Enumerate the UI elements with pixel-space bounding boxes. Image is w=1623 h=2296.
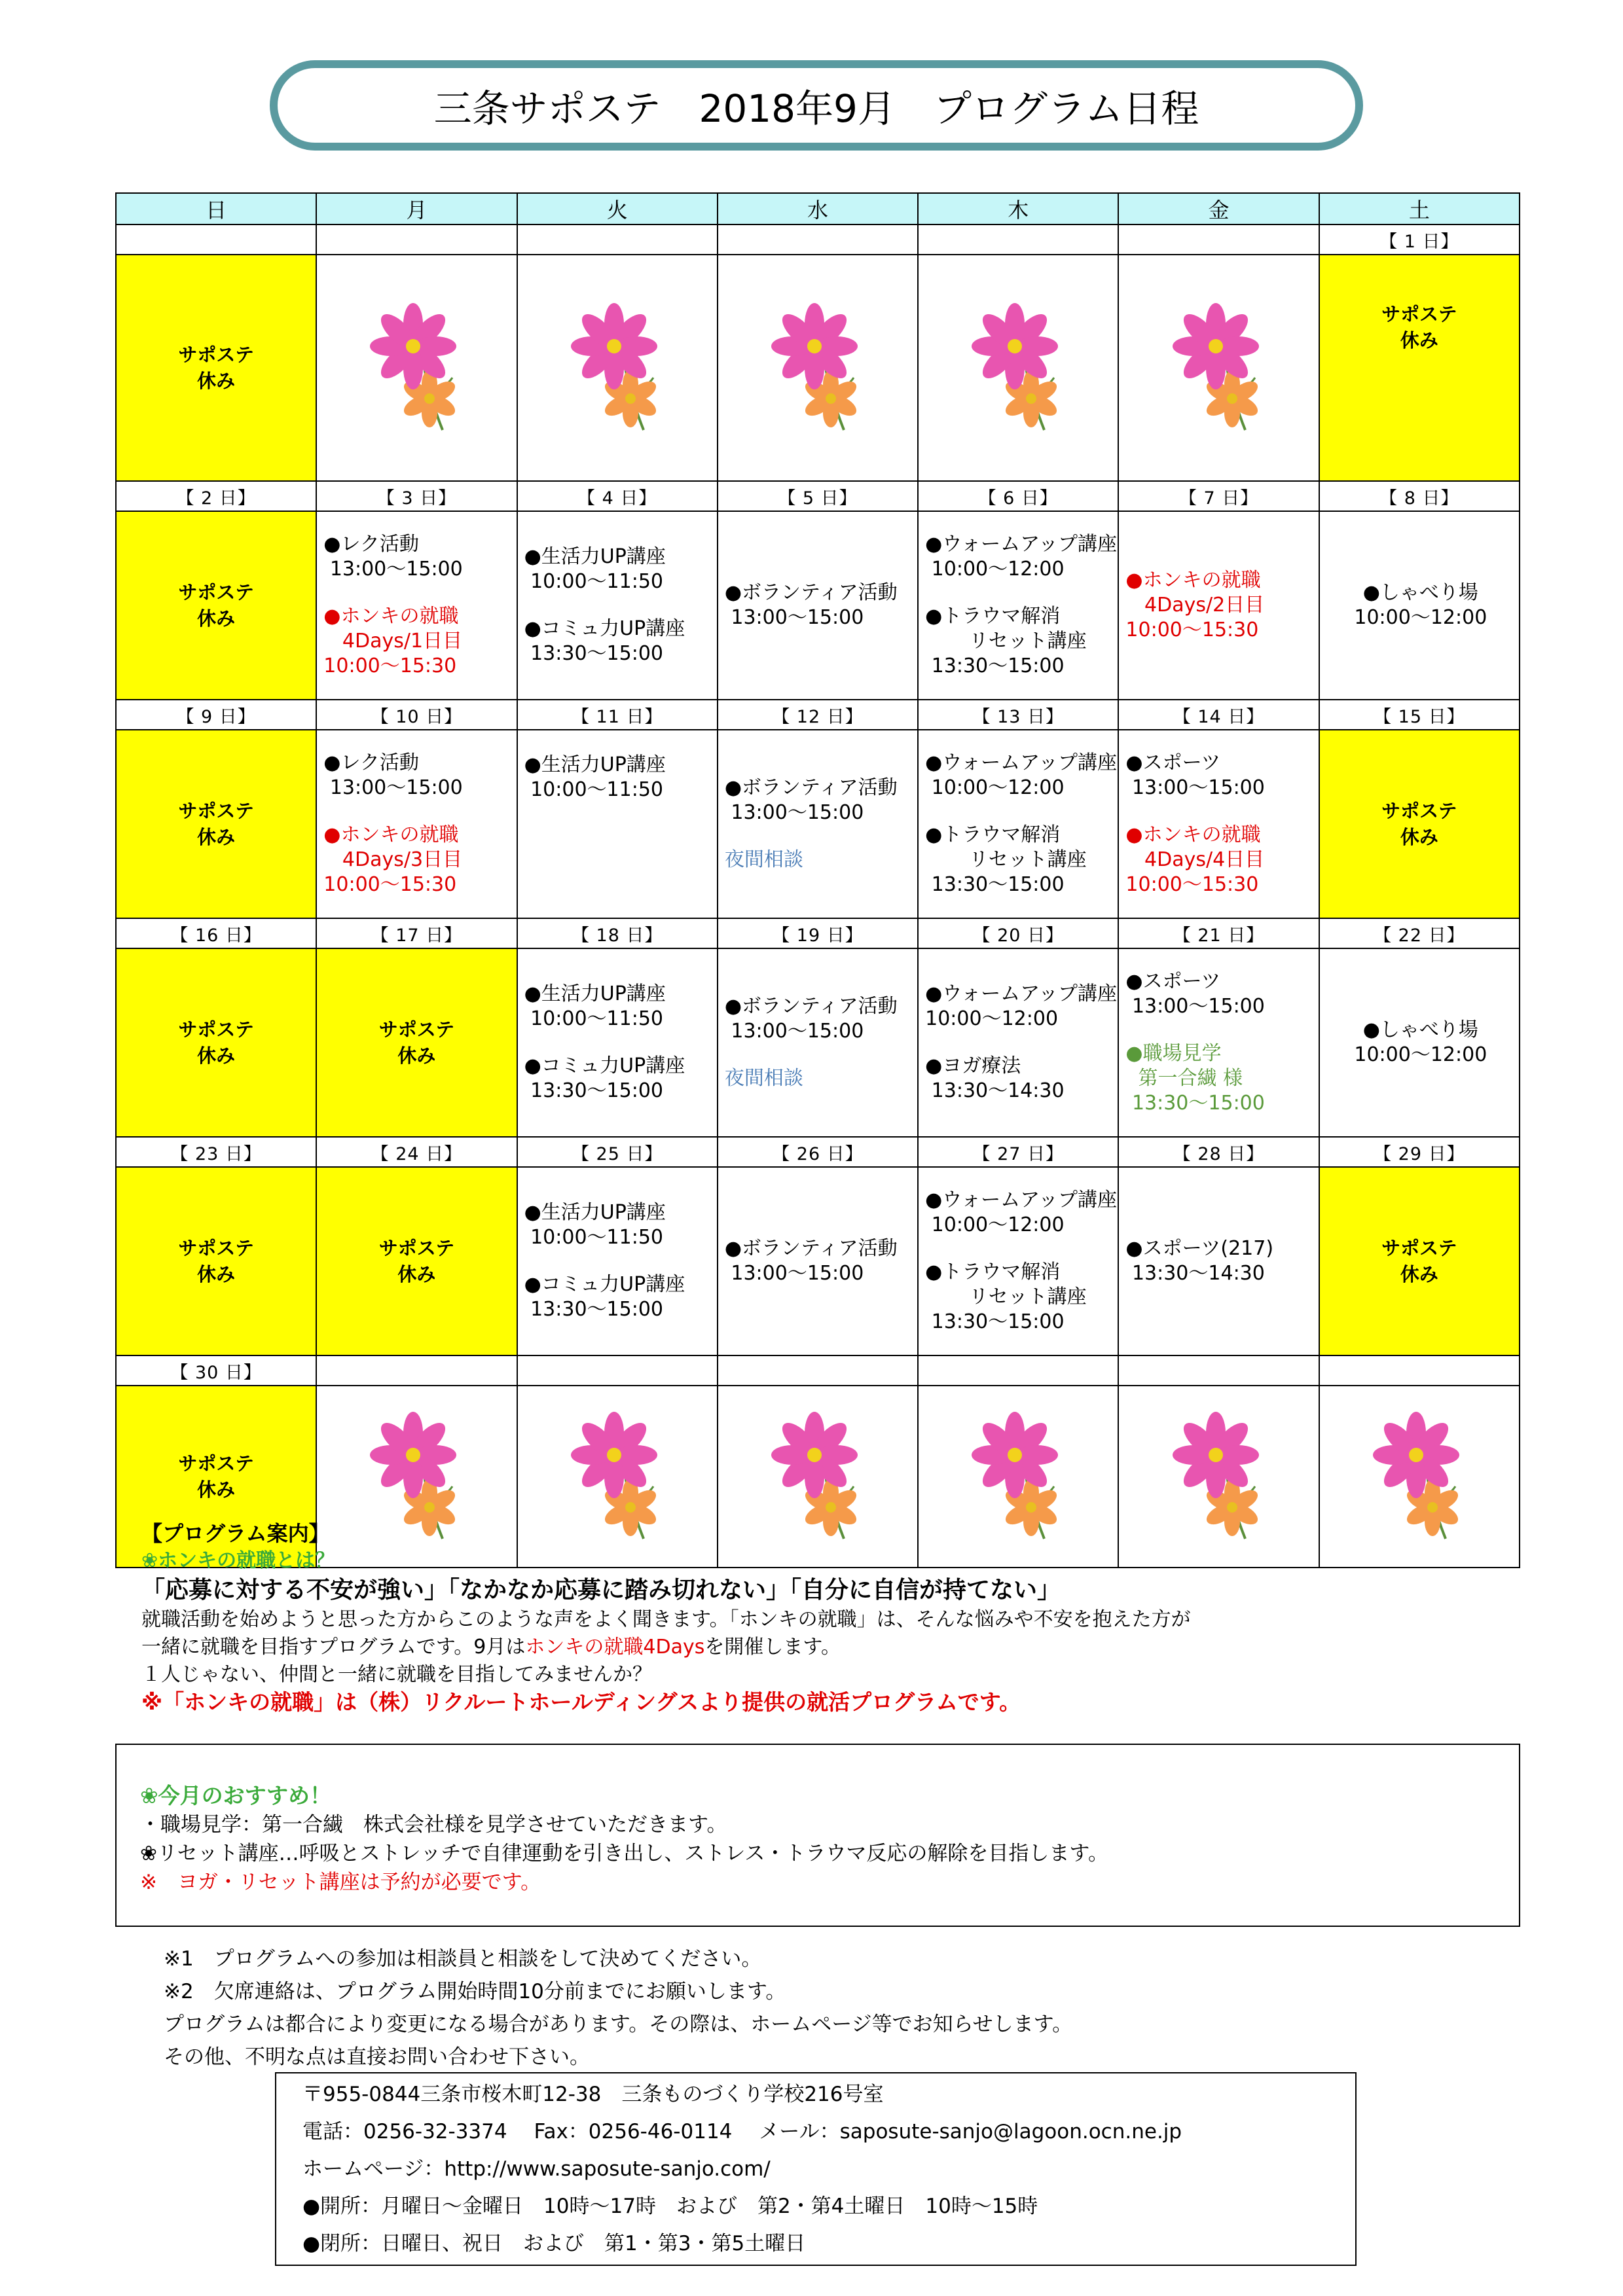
- event-line: 夜間相談: [724, 1067, 803, 1090]
- dow-6: 土: [1319, 193, 1520, 224]
- event-list: [1320, 1018, 1519, 1067]
- event-line: リセット講座: [925, 848, 1087, 871]
- event-gap: [524, 1250, 713, 1272]
- date-row: [116, 918, 1520, 948]
- event-cell: [1319, 511, 1520, 700]
- closed-label-1: サポステ: [178, 344, 254, 366]
- event-line: ●しゃべり場: [1362, 581, 1478, 604]
- closed-label-1: サポステ: [178, 800, 254, 822]
- event-line: 10:00～15:30: [323, 655, 457, 677]
- event-line: 10:00～15:30: [1125, 873, 1259, 896]
- date-cell: 【 14 日】: [1118, 700, 1319, 730]
- recommend-line-2: ❀リセット講座…呼吸とストレッチで自律運動を引き出し、ストレス・トラウマ反応の解除を目指します。: [140, 1842, 1108, 1865]
- closed-label-2: 休み: [397, 1263, 436, 1285]
- week-row: [116, 1167, 1520, 1355]
- event-line: 10:00～12:00: [1354, 606, 1487, 629]
- event-line: ●生活力UP講座: [524, 1201, 666, 1224]
- dow-2: 火: [517, 193, 718, 224]
- event-list: [718, 994, 917, 1091]
- date-cell: [918, 224, 1118, 255]
- event-list: [718, 1236, 917, 1286]
- event-line: ●コミュ力UP講座: [524, 1273, 685, 1296]
- note-2: ※2 欠席連絡は、プログラム開始時間10分前までにお願いします。: [164, 1980, 786, 2003]
- event-line: ●スポーツ: [1125, 751, 1221, 774]
- date-cell: 【 23 日】: [116, 1137, 316, 1167]
- closed-label-2: 休み: [197, 607, 236, 630]
- event-gap: [323, 582, 512, 604]
- event-line: 13:30～15:00: [925, 873, 1065, 896]
- event-line: 13:30～14:30: [925, 1079, 1065, 1102]
- contact-address: 〒955-0844三条市桜木町12-38 三条ものづくり学校216号室: [302, 2083, 884, 2106]
- guide-paragraph-1: 就職活動を始めようと思った方からこのような声をよく聞きます。「ホンキの就職」は、そんな悩みや不安を抱えた方が: [141, 1608, 1191, 1631]
- event-list: [919, 532, 1118, 679]
- closed-label-2: 休み: [197, 1045, 236, 1067]
- event-line: ●ボランティア活動: [724, 581, 898, 604]
- dow-0: 日: [116, 193, 316, 224]
- date-cell: [316, 224, 517, 255]
- event-cell: [918, 511, 1118, 700]
- event-line: ●しゃべり場: [1362, 1018, 1478, 1041]
- cosmos-flower-icon: [919, 255, 1118, 480]
- event-line: 10:00～12:00: [925, 558, 1065, 581]
- date-cell: 【 22 日】: [1319, 918, 1520, 948]
- date-cell: [116, 224, 316, 255]
- event-cell: [918, 1167, 1118, 1355]
- date-cell: [718, 224, 918, 255]
- event-cell: [718, 948, 918, 1137]
- flower-cell: [718, 255, 918, 481]
- date-cell: 【 19 日】: [718, 918, 918, 948]
- event-line: ●スポーツ: [1125, 970, 1221, 993]
- event-line: 13:00～15:00: [724, 1020, 864, 1043]
- event-list: [718, 581, 917, 630]
- guide-note: ※「ホンキの就職」は（株）リクルートホールディングスより提供の就活プログラムです。: [141, 1689, 1021, 1715]
- date-cell: 【 7 日】: [1118, 481, 1319, 511]
- note-1: ※1 プログラムへの参加は相談員と相談をして決めてください。: [164, 1947, 762, 1971]
- event-line: 10:00～12:00: [925, 1007, 1059, 1030]
- event-cell: [316, 730, 517, 918]
- event-line: 13:00～15:00: [1125, 995, 1265, 1018]
- date-cell: 【 13 日】: [918, 700, 1118, 730]
- event-list: [1119, 751, 1318, 897]
- flower-cell: [517, 255, 718, 481]
- date-cell: 【 21 日】: [1118, 918, 1319, 948]
- event-cell: [1118, 730, 1319, 918]
- event-gap: [323, 800, 512, 823]
- event-gap: [524, 730, 713, 753]
- event-cell: [718, 511, 918, 700]
- date-cell: 【 3 日】: [316, 481, 517, 511]
- week-row: [116, 511, 1520, 700]
- event-line: 10:00～12:00: [1354, 1043, 1487, 1066]
- event-line: 13:30～14:30: [1125, 1262, 1265, 1285]
- event-line: 10:00～12:00: [925, 776, 1065, 799]
- closed-label-2: 休み: [197, 826, 236, 848]
- date-cell: 【 27 日】: [918, 1137, 1118, 1167]
- date-row: [116, 1137, 1520, 1167]
- event-line: 4Days/3日目: [323, 848, 463, 871]
- week-row: [116, 255, 1520, 481]
- event-list: [518, 730, 717, 802]
- event-gap: [524, 1031, 713, 1054]
- event-gap: [925, 1238, 1114, 1260]
- date-cell: 【 20 日】: [918, 918, 1118, 948]
- closed-cell: [116, 948, 316, 1137]
- date-cell: 【 30 日】: [116, 1355, 316, 1386]
- cosmos-flower-icon: [317, 255, 516, 480]
- event-list: [919, 982, 1118, 1103]
- notes: [164, 1943, 1072, 2073]
- cosmos-flower-icon: [718, 255, 917, 480]
- guide-heading: 【プログラム案内】: [141, 1521, 330, 1546]
- contact-homepage: ホームページ：http://www.saposute-sanjo.com/: [302, 2157, 771, 2181]
- dow-header-row: [116, 193, 1520, 224]
- event-gap: [725, 825, 913, 848]
- event-line: 13:00～15:00: [323, 558, 463, 581]
- dow-5: 金: [1118, 193, 1319, 224]
- closed-label-2: 休み: [397, 1045, 436, 1067]
- recommend-line-1: ・職場見学：第一合繊 株式会社様を見学させていただきます。: [140, 1813, 727, 1837]
- closed-label-1: サポステ: [178, 1452, 254, 1475]
- closed-label-2: 休み: [1400, 1263, 1438, 1285]
- event-gap: [725, 1044, 913, 1066]
- contact-open-hours: ●開所：月曜日～金曜日 10時～17時 および 第2・第4土曜日 10時～15時: [302, 2195, 1038, 2218]
- event-line: 夜間相談: [724, 848, 803, 871]
- event-cell: [1319, 948, 1520, 1137]
- date-cell: 【 12 日】: [718, 700, 918, 730]
- event-list: [317, 751, 516, 897]
- event-line: 10:00～11:50: [524, 778, 664, 801]
- closed-label-1: サポステ: [378, 1018, 455, 1041]
- recommend-heading: ❀今月のおすすめ！: [140, 1783, 331, 1808]
- event-line: 4Days/4日目: [1125, 848, 1265, 871]
- event-line: 10:00～15:30: [1125, 619, 1259, 641]
- closed-cell: [1319, 730, 1520, 918]
- event-line: ●ホンキの就職: [1125, 569, 1261, 592]
- event-gap: [925, 582, 1114, 604]
- closed-label-1: サポステ: [1381, 1237, 1457, 1259]
- event-list: [1119, 969, 1318, 1116]
- event-line: 13:30～15:00: [1125, 1092, 1265, 1115]
- event-line: ●生活力UP講座: [524, 753, 666, 776]
- event-line: ●ウォームアップ講座: [925, 982, 1118, 1005]
- event-line: 10:00～15:30: [323, 873, 457, 896]
- date-cell: 【 1 日】: [1319, 224, 1520, 255]
- cosmos-flower-icon: [518, 255, 717, 480]
- event-line: 10:00～11:50: [524, 1226, 664, 1249]
- event-cell: [1118, 1167, 1319, 1355]
- date-cell: [316, 1355, 517, 1386]
- event-line: 13:00～15:00: [724, 801, 864, 824]
- event-line: ●ヨガ療法: [925, 1054, 1021, 1077]
- event-line: 13:30～15:00: [524, 642, 664, 665]
- date-row: [116, 224, 1520, 255]
- date-cell: 【 18 日】: [517, 918, 718, 948]
- closed-cell: [116, 1167, 316, 1355]
- date-cell: 【 28 日】: [1118, 1137, 1319, 1167]
- date-cell: [1118, 224, 1319, 255]
- event-gap: [1125, 800, 1314, 823]
- event-line: ●ホンキの就職: [1125, 823, 1261, 846]
- guide-paragraph-3: １人じゃない、仲間と一緒に就職を目指してみませんか？: [141, 1663, 652, 1686]
- event-line: ●ボランティア活動: [724, 995, 898, 1018]
- event-line: 13:00～15:00: [1125, 776, 1265, 799]
- flower-cell: [1118, 255, 1319, 481]
- event-line: ●トラウマ解消: [925, 1261, 1061, 1283]
- date-cell: 【 8 日】: [1319, 481, 1520, 511]
- date-cell: 【 10 日】: [316, 700, 517, 730]
- event-line: 10:00～12:00: [925, 1213, 1065, 1236]
- event-list: [1320, 581, 1519, 630]
- date-cell: 【 29 日】: [1319, 1137, 1520, 1167]
- cosmos-flower-icon: [1119, 255, 1318, 480]
- event-line: ●生活力UP講座: [524, 982, 666, 1005]
- calendar-table: [115, 192, 1520, 1568]
- closed-label-1: サポステ: [178, 1237, 254, 1259]
- date-cell: 【 15 日】: [1319, 700, 1520, 730]
- recommend-line-3: ※ ヨガ・リセット講座は予約が必要です。: [140, 1871, 541, 1894]
- date-cell: [718, 1355, 918, 1386]
- event-cell: [1118, 511, 1319, 700]
- event-line: ●ボランティア活動: [724, 1237, 898, 1260]
- closed-label-1: サポステ: [378, 1237, 455, 1259]
- event-line: ●ホンキの就職: [323, 605, 459, 628]
- event-line: ●ウォームアップ講座: [925, 533, 1118, 556]
- event-line: 13:30～15:00: [925, 1310, 1065, 1333]
- date-cell: 【 24 日】: [316, 1137, 517, 1167]
- closed-label-2: 休み: [1400, 826, 1438, 848]
- event-line: リセット講座: [925, 630, 1087, 653]
- event-line: ●コミュ力UP講座: [524, 1054, 685, 1077]
- flower-cell: [316, 255, 517, 481]
- date-cell: 【 25 日】: [517, 1137, 718, 1167]
- event-cell: [316, 511, 517, 700]
- event-gap: [925, 1031, 1114, 1054]
- date-cell: 【 2 日】: [116, 481, 316, 511]
- date-cell: 【 11 日】: [517, 700, 718, 730]
- contact-closed-days: ●閉所：日曜日、祝日 および 第1・第3・第5土曜日: [302, 2232, 806, 2255]
- date-cell: 【 5 日】: [718, 481, 918, 511]
- event-gap: [1125, 1019, 1314, 1041]
- event-line: ●トラウマ解消: [925, 823, 1061, 846]
- event-line: 13:30～15:00: [925, 655, 1065, 677]
- event-list: [718, 776, 917, 872]
- recommend-box: [115, 1744, 1520, 1927]
- dow-4: 木: [918, 193, 1118, 224]
- event-list: [1119, 1236, 1318, 1286]
- event-line: ●トラウマ解消: [925, 605, 1061, 628]
- date-row: [116, 700, 1520, 730]
- guide-subheading: ❀ホンキの就職とは？: [141, 1549, 335, 1572]
- closed-label-1: サポステ: [1381, 303, 1457, 325]
- event-line: 4Days/2日目: [1125, 594, 1265, 617]
- date-cell: 【 17 日】: [316, 918, 517, 948]
- closed-label-1: サポステ: [1381, 800, 1457, 822]
- date-cell: 【 26 日】: [718, 1137, 918, 1167]
- event-line: 4Days/1日目: [323, 630, 463, 653]
- event-line: ●レク活動: [323, 751, 419, 774]
- page-title: 三条サポステ 2018年9月 プログラム日程: [270, 60, 1363, 151]
- closed-label-2: 休み: [197, 370, 236, 392]
- event-list: [919, 1188, 1118, 1335]
- event-line: リセット講座: [925, 1285, 1087, 1308]
- week-row: [116, 948, 1520, 1137]
- event-line: ●職場見学: [1125, 1042, 1222, 1065]
- date-cell: 【 6 日】: [918, 481, 1118, 511]
- event-cell: [918, 730, 1118, 918]
- event-line: ●生活力UP講座: [524, 545, 666, 568]
- guide-paragraph-2: 一緒に就職を目指すプログラムです。9月はホンキの就職4Daysを開催します。: [141, 1636, 841, 1659]
- note-4: その他、不明な点は直接お問い合わせ下さい。: [164, 2045, 590, 2069]
- event-list: [317, 532, 516, 679]
- date-cell: [1118, 1355, 1319, 1386]
- event-list: [1119, 568, 1318, 643]
- event-line: ●ウォームアップ講座: [925, 751, 1118, 774]
- event-line: 10:00～11:50: [524, 1007, 664, 1030]
- dow-3: 水: [718, 193, 918, 224]
- contact-box: [275, 2072, 1357, 2266]
- event-cell: [517, 1167, 718, 1355]
- event-list: [919, 751, 1118, 897]
- date-row: [116, 1355, 1520, 1386]
- event-list: [518, 982, 717, 1103]
- event-line: ●ボランティア活動: [724, 776, 898, 799]
- closed-cell: [116, 730, 316, 918]
- contact-phone: 電話：0256-32-3374 Fax：0256-46-0114 メール：saposute-sanjo@lagoon.ocn.ne.jp: [302, 2120, 1182, 2144]
- program-guide: [141, 1520, 1516, 1716]
- event-list: [518, 545, 717, 666]
- event-cell: [517, 730, 718, 918]
- date-cell: [1319, 1355, 1520, 1386]
- closed-label-2: 休み: [1400, 329, 1438, 351]
- date-cell: 【 4 日】: [517, 481, 718, 511]
- event-line: 13:30～15:00: [524, 1079, 664, 1102]
- closed-label-1: サポステ: [178, 581, 254, 603]
- closed-cell: [316, 1167, 517, 1355]
- event-line: 13:00～15:00: [724, 606, 864, 629]
- event-line: ●スポーツ(217): [1125, 1237, 1274, 1260]
- week-row: [116, 730, 1520, 918]
- closed-cell: [1319, 255, 1520, 481]
- event-line: ●ウォームアップ講座: [925, 1189, 1118, 1211]
- event-line: 13:00～15:00: [724, 1262, 864, 1285]
- date-cell: 【 9 日】: [116, 700, 316, 730]
- event-gap: [925, 800, 1114, 823]
- event-line: 13:30～15:00: [524, 1298, 664, 1321]
- date-cell: [517, 1355, 718, 1386]
- closed-cell: [116, 511, 316, 700]
- closed-label-2: 休み: [197, 1263, 236, 1285]
- closed-cell: [116, 255, 316, 481]
- event-line: ●コミュ力UP講座: [524, 617, 685, 640]
- date-cell: [918, 1355, 1118, 1386]
- event-line: 10:00～11:50: [524, 570, 664, 593]
- event-line: 13:00～15:00: [323, 776, 463, 799]
- event-gap: [524, 594, 713, 617]
- event-line: 第一合繊 様: [1125, 1067, 1243, 1090]
- closed-cell: [1319, 1167, 1520, 1355]
- event-cell: [1118, 948, 1319, 1137]
- date-cell: [517, 224, 718, 255]
- event-cell: [918, 948, 1118, 1137]
- event-cell: [517, 511, 718, 700]
- closed-label-1: サポステ: [178, 1018, 254, 1041]
- event-line: ●レク活動: [323, 533, 419, 556]
- date-cell: 【 16 日】: [116, 918, 316, 948]
- guide-lead: 「応募に対する不安が強い」「なかなか応募に踏み切れない」「自分に自信が持てない」: [141, 1577, 1061, 1604]
- note-3: プログラムは都合により変更になる場合があります。その際は、ホームページ等でお知らせします。: [164, 2013, 1073, 2036]
- flower-cell: [918, 255, 1118, 481]
- closed-cell: [316, 948, 517, 1137]
- dow-1: 月: [316, 193, 517, 224]
- event-cell: [718, 730, 918, 918]
- closed-label-2: 休み: [197, 1479, 236, 1501]
- date-row: [116, 481, 1520, 511]
- event-cell: [718, 1167, 918, 1355]
- event-list: [518, 1200, 717, 1322]
- event-cell: [517, 948, 718, 1137]
- event-line: ●ホンキの就職: [323, 823, 459, 846]
